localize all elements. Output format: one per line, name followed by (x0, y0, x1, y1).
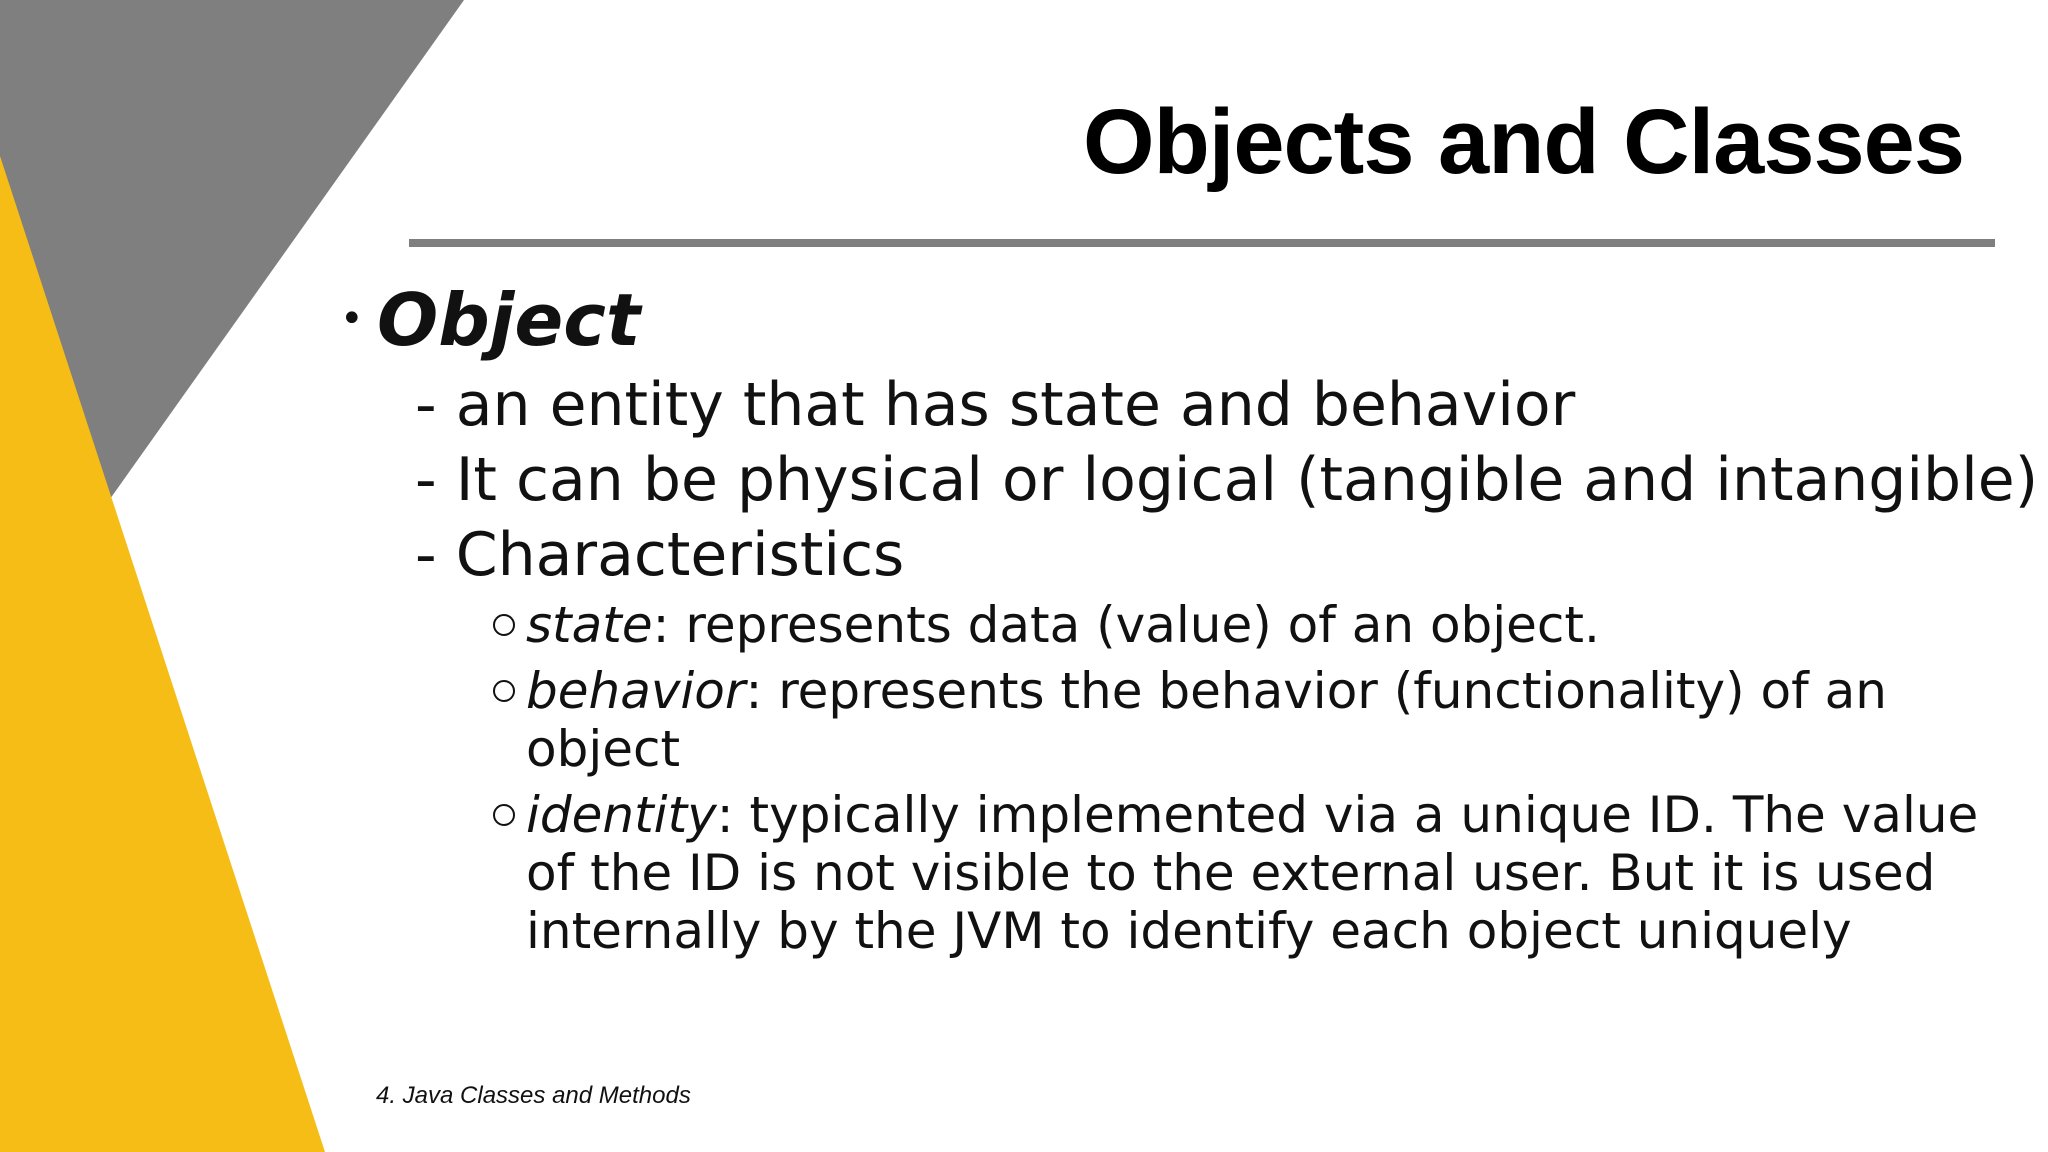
characteristics-line: - Characteristics (415, 520, 905, 590)
characteristic-behavior (526, 662, 1986, 778)
characteristic-identity (526, 786, 1986, 960)
definition-line: - an entity that has state and behavior (415, 370, 1576, 440)
characteristic-state (526, 596, 1986, 654)
circle-bullet-icon (493, 804, 515, 826)
bullet-heading: Object (377, 278, 641, 362)
term-state: state (526, 596, 653, 654)
physical-logical-line: - It can be physical or logical (tangible and intangible) (415, 445, 2039, 515)
bullet-marker: • (340, 296, 364, 342)
desc-identity: : typically implemented via a unique ID. The value of the ID is not visible to the external user. But it is used internally by the JVM to identify each object uniquely (526, 786, 1979, 960)
circle-bullet-icon (493, 680, 515, 702)
term-behavior: behavior (526, 662, 746, 720)
term-identity: identity (526, 786, 717, 844)
desc-behavior: : represents the behavior (functionality) of an object (526, 662, 1887, 778)
slide-title: Objects and Classes (1083, 91, 1964, 193)
slide-footer: 4. Java Classes and Methods (376, 1082, 691, 1109)
desc-state: : represents data (value) of an object. (652, 596, 1600, 654)
circle-bullet-icon (493, 614, 515, 636)
